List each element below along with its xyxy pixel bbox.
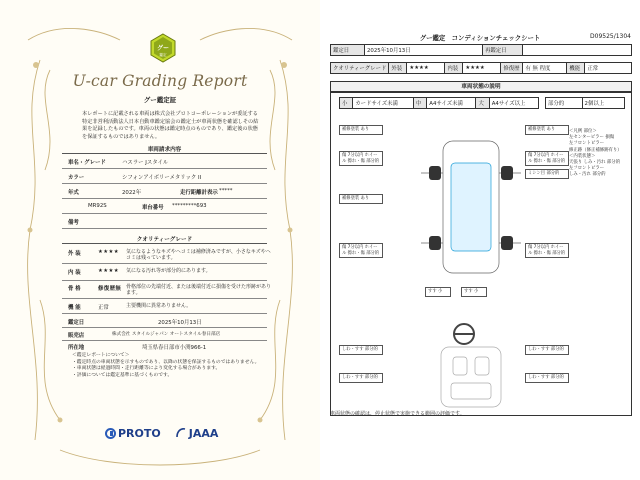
divider [62,213,267,214]
quality-description: 主要機関に異常ありません。 [126,303,192,309]
func-label: 機能 [567,63,585,74]
legend-item: 左フロントピラー [569,166,605,172]
chassis-value: *********693 [172,203,207,209]
jaaa-logo [175,427,219,440]
size-small-desc: カードサイズ未満 [353,98,414,109]
quality-grade-table [330,62,632,74]
sheet-number: D09525/1304 [590,33,631,40]
certificate-title: U-car Grading Report [72,72,248,90]
period-value [523,45,632,56]
divider [62,243,267,244]
mileage-label: 走行距離計表示 [180,190,218,196]
condition-callout: 傷 7分以内 ホイール 擦れ・傷 部分的 [339,151,383,166]
car-interior-diagram [401,343,541,411]
certificate-intro: 本レポートに記載される車両は株式会社プロトコーポレーションが委託する特定非営利活動法人日本自動車鑑定協会の鑑定士が車両状態を確認しその結果を記録したものです。車両の状態は鑑定時点のものであり、鑑定後の状態を保証するものではありません。 [82,111,259,140]
note-item: ・車両状態は経過時間・走行距離等により変化する場合があります。 [72,366,221,372]
inspection-date-label: 鑑定日 [68,320,85,326]
condition-callout: すす 小 [425,287,451,297]
condition-callout: しわ・すす 部分的 [339,345,383,355]
level-legend-table [545,97,625,109]
condition-callout: 補修塗装 あり [339,194,383,204]
level-partial: 部分的 [546,98,583,109]
legend-item: 左センターピラー 損傷 [569,135,615,141]
quality-description: 骨格部位の先端付近、または後端付近に損傷を受けた形跡があります。 [126,284,272,297]
condition-callout: しわ・すす 部分的 [525,373,569,383]
quality-rating: ★★★★ [98,249,119,255]
quality-grade-label: クオリティーグレード [331,63,389,74]
jaaa-mark-icon [175,427,187,439]
condition-diagram-area [330,92,632,416]
quality-rating: ★★★★ [98,268,119,274]
size-large-desc: A4サイズ以上 [489,98,538,109]
ext-label: 外装 [389,63,407,74]
date-value: 2025年10月13日 [365,45,483,56]
proto-logo [105,427,161,440]
note-item: ・評価については鑑定基準に基づくものです。 [72,372,173,378]
condition-callout: しわ・すす 部分的 [525,345,569,355]
brand-logos [105,424,218,442]
date-label: 鑑定日 [331,45,365,56]
proto-mark-icon [105,428,116,439]
repair-value: 有 無 程度 [523,63,567,74]
divider [62,198,267,199]
period-label: 再鑑定日 [483,45,523,56]
vehicle-year-value: 2022年 [122,190,142,196]
condition-explanation-heading: 車両状態の説明 [330,81,632,92]
int-label: 内装 [445,63,463,74]
legend-item: 修正跡（修正補修跡有り） [569,147,622,153]
vehicle-color-label: カラー [68,175,85,181]
legend-item: 天張り しみ・汚れ 部分的 [569,160,621,166]
condition-callout: ミシン目 部分的 [525,169,569,179]
divider [62,280,267,281]
address-label: 所在地 [68,345,85,351]
svg-text:グー: グー [156,45,170,52]
size-large-label: 大 [476,98,489,109]
condition-callout: しわ・すす 部分的 [339,373,383,383]
vehicle-year-label: 年式 [68,190,79,196]
legend-item: しみ・汚れ 部分的 [569,172,606,178]
level-multiple: 2個以上 [582,98,624,109]
vehicle-model-value: MR92S [88,203,107,209]
seller-name: 株式会社 スタイルジャパン オートスタイル春日部店 [112,332,221,337]
size-medium-desc: A4サイズ未満 [427,98,476,109]
condition-callout: 補修塗装 あり [525,125,569,135]
jaaa-logo-text: JAAA [188,426,219,440]
condition-callout: 傷 7分以内 ホイール 擦れ・傷 部分的 [525,151,569,166]
vehicle-name-label: 車名・グレード [68,160,106,166]
repair-label: 修復歴 [501,63,523,74]
goo-kantei-logo [148,33,178,63]
vehicle-name-value: ハスラー Jスタイル [122,160,169,166]
certificate-subtitle: グー鑑定証 [143,96,177,104]
quality-label: 外 装 [68,251,81,257]
seller-label: 販売店 [68,333,85,339]
condition-legend [569,129,627,179]
size-legend-table [339,97,539,109]
divider [62,298,267,299]
quality-section-heading: クオリティーグレード [136,237,193,243]
condition-callout: 傷 7分以内 ホイール 擦れ・傷 部分的 [525,243,569,258]
divider [62,263,267,264]
mileage-value: ***** [219,188,233,194]
ext-value: ★★★★ [407,63,445,74]
chassis-label: 車台番号 [142,205,164,211]
quality-label: 機 能 [68,305,81,311]
quality-rating: 修復歴無 [98,286,122,292]
address-value: 埼玉県春日部市小渕966-1 [142,345,207,351]
divider [62,340,267,341]
legend-item: ＜内装状態＞ [569,153,596,159]
quality-description: 気になる汚れ等が部分的にあります。 [126,268,211,274]
vehicle-section-heading: 車両請求内容 [147,147,182,153]
condition-callout: 傷 7分以内 ホイール 擦れ・傷 部分的 [339,243,383,258]
func-value: 正常 [585,63,632,74]
size-medium-label: 中 [414,98,427,109]
quality-label: 内 装 [68,270,81,276]
proto-logo-text: PROTO [118,426,161,440]
divider [62,168,267,169]
notes-title: ＜鑑定レポートについて＞ [72,353,130,358]
legend-item: ＜凡例 部位＞ [569,129,597,134]
size-small-label: 小 [340,98,353,109]
sheet-footer-note: 車両状態の確認は、停止状態で実施できる範囲の評価です。 [330,411,465,417]
remarks-label: 備考 [68,220,79,226]
car-top-view-diagram [401,133,541,283]
int-value: ★★★★ [463,63,501,74]
sheet-title: グー鑑定 コンディションチェックシート [419,34,541,42]
vehicle-color-value: シフォンアイボリーメタリック II [122,175,202,181]
divider [62,153,267,154]
inspection-date-value: 2025年10月13日 [158,320,202,326]
quality-rating: 正常 [98,305,109,311]
condition-callout: すす 小 [461,287,487,297]
legend-item: 左フロントピラー [569,141,605,147]
svg-text:鑑定: 鑑定 [159,53,167,57]
report-notes [72,353,282,379]
note-item: ・鑑定時点の車両状態を示すものであり、以降の状態を保証するものではありません。 [72,359,260,365]
divider [62,313,267,314]
condition-callout: 補修塗装 あり [339,125,383,135]
condition-check-sheet [320,0,640,480]
divider [62,183,267,184]
sheet-header-table [330,44,632,56]
quality-label: 骨 格 [68,286,81,292]
quality-description: 気になるようなキズやヘコミは補修済みですが、小さなキズやヘコミは残っています。 [126,249,271,262]
divider [62,327,267,328]
divider [62,228,267,229]
